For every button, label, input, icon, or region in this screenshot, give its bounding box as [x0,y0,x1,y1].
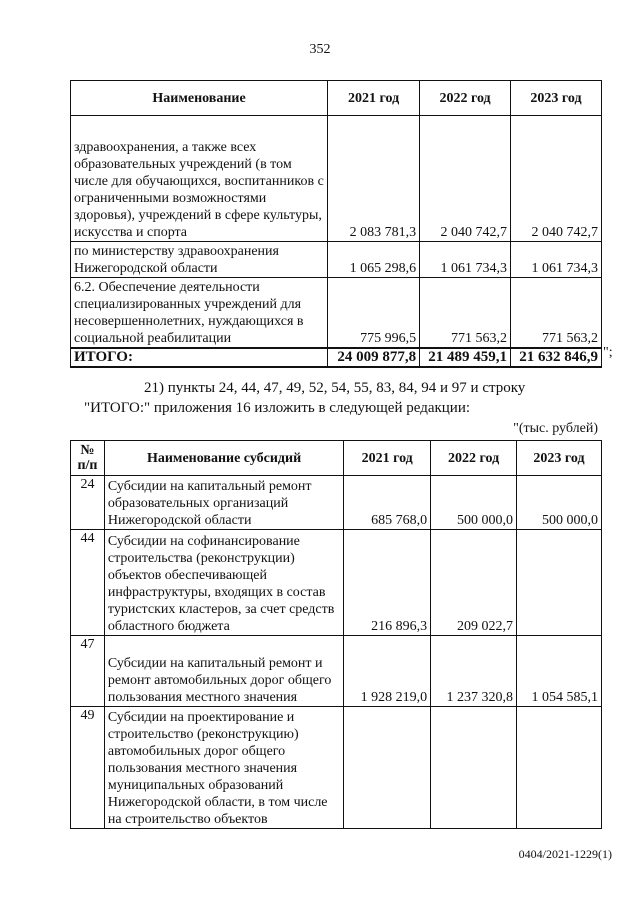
row-value-2022: 1 061 734,3 [420,242,511,278]
row-name: здравоохранения, а также всех образовательных учреждений (в том числе для обучающихся, воспитанников с ограниченными возможностями здоровья), учреждений в сфере культуры, искусства и спорта [71,116,328,242]
table-row [71,707,602,829]
table-row [71,278,602,348]
row-value-2022: 2 040 742,7 [420,116,511,242]
row-name: Субсидии на проектирование и строительство (реконструкцию) автомобильных дорог общего пользования местного значения муниципальных образований Нижегородской области, в том числе на строительство объектов [104,707,343,829]
row-value-2021 [344,707,431,829]
column-header-2021: 2021 год [328,81,420,116]
table-row [71,636,602,707]
row-number: 44 [71,530,105,636]
total-value-2021: 24 009 877,8 [328,348,420,367]
column-header-2022: 2022 год [420,81,511,116]
column-header-2021: 2021 год [344,441,431,476]
row-name: Субсидии на капитальный ремонт и ремонт автомобильных дорог общего пользования местного значения [104,636,343,707]
row-name: по министерству здравоохранения Нижегородской области [71,242,328,278]
paragraph-line-2: "ИТОГО:" приложения 16 изложить в следующей редакции: [84,400,471,416]
row-value-2023: 500 000,0 [517,476,602,530]
row-value-2023: 1 054 585,1 [517,636,602,707]
row-name: Субсидии на капитальный ремонт образовательных организаций Нижегородской области [104,476,343,530]
closing-quote-mark: "; [603,345,613,360]
page-number: 352 [309,42,331,57]
column-header-number: № п/п [71,441,105,476]
row-value-2022 [431,707,517,829]
row-name: Субсидии на софинансирование строительства (реконструкции) объектов обеспечивающей инфраструктуры, входящих в состав туристских кластеров, за счет средств областного бюджета [104,530,343,636]
row-value-2022: 209 022,7 [431,530,517,636]
row-number: 47 [71,636,105,707]
total-value-2022: 21 489 459,1 [420,348,511,367]
row-name: 6.2. Обеспечение деятельности специализированных учреждений для несовершеннолетних, нуждающихся в социальной реабилитации [71,278,328,348]
row-value-2021: 775 996,5 [328,278,420,348]
table-row [71,476,602,530]
total-value-2023: 21 632 846,9 [511,348,602,367]
budget-table-continued [70,80,602,368]
column-header-2022: 2022 год [431,441,517,476]
table-row [71,242,602,278]
row-value-2021: 2 083 781,3 [328,116,420,242]
row-value-2023: 1 061 734,3 [511,242,602,278]
amendment-paragraph [84,378,598,418]
row-number: 24 [71,476,105,530]
table-header-row [71,441,602,476]
row-number: 49 [71,707,105,829]
total-row [71,348,602,367]
table-row [71,530,602,636]
subsidies-table [70,440,602,829]
column-header-2023: 2023 год [511,81,602,116]
column-header-name: Наименование [71,81,328,116]
row-value-2021: 1 065 298,6 [328,242,420,278]
row-value-2023: 771 563,2 [511,278,602,348]
total-label: ИТОГО: [71,348,328,367]
row-value-2022: 771 563,2 [420,278,511,348]
row-value-2022: 500 000,0 [431,476,517,530]
row-value-2021: 685 768,0 [344,476,431,530]
table-row [71,116,602,242]
row-value-2023 [517,707,602,829]
table-header-row [71,81,602,116]
row-value-2022: 1 237 320,8 [431,636,517,707]
column-header-subsidy-name: Наименование субсидий [104,441,343,476]
document-id: 0404/2021-1229(1) [518,847,612,861]
row-value-2023 [517,530,602,636]
paragraph-line-1: 21) пункты 24, 44, 47, 49, 52, 54, 55, 83, 84, 94 и 97 и строку [144,380,526,396]
row-value-2023: 2 040 742,7 [511,116,602,242]
row-value-2021: 216 896,3 [344,530,431,636]
unit-note: "(тыс. рублей) [513,421,598,436]
column-header-2023: 2023 год [517,441,602,476]
row-value-2021: 1 928 219,0 [344,636,431,707]
